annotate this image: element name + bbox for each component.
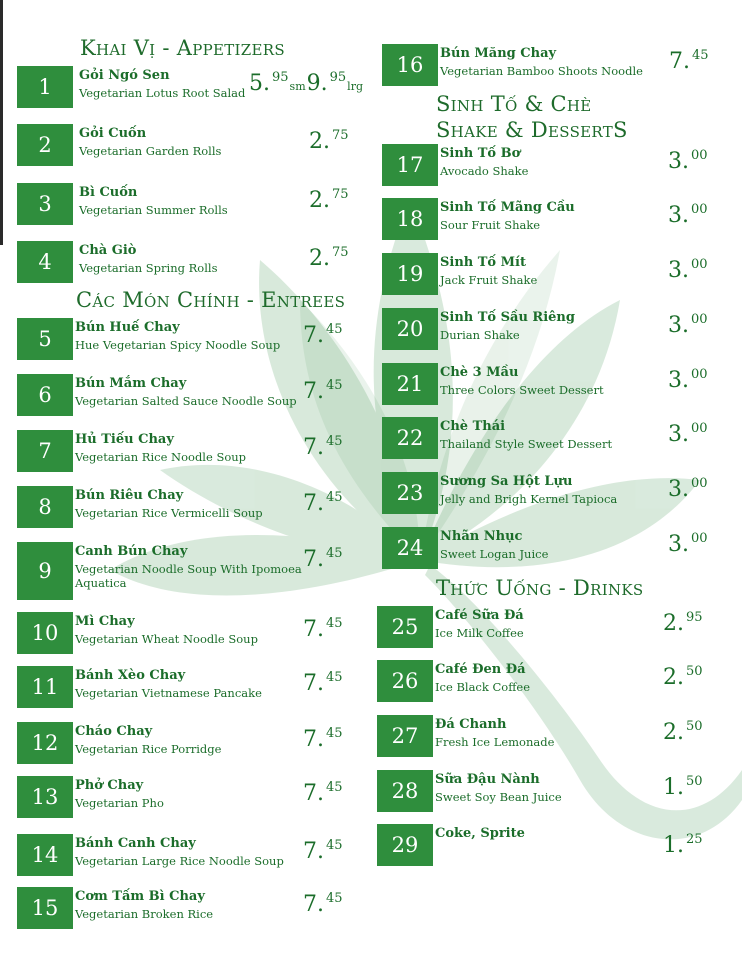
item-price xyxy=(309,187,349,213)
item-description: Vegetarian Salted Sauce Noodle Soup xyxy=(75,394,297,408)
item-number: 8 xyxy=(17,486,73,528)
price-lrg-cents: 95 xyxy=(329,70,347,85)
item-description: Vegetarian Lotus Root Salad xyxy=(79,86,246,100)
price-sm-main: 5. xyxy=(249,71,270,96)
price-main: 7. xyxy=(303,727,324,752)
price-main: 1. xyxy=(663,833,684,858)
menu-item xyxy=(17,887,372,929)
item-description: Jack Fruit Shake xyxy=(440,273,538,287)
price-cents: 00 xyxy=(691,476,708,491)
item-number: 19 xyxy=(382,253,438,295)
item-number: 5 xyxy=(17,318,73,360)
item-description: Ice Milk Coffee xyxy=(435,626,524,640)
price-cents: 45 xyxy=(326,780,343,795)
item-price xyxy=(663,774,703,800)
item-price xyxy=(303,780,343,806)
item-number: 21 xyxy=(382,363,438,405)
item-number: 4 xyxy=(17,241,73,283)
item-number: 14 xyxy=(17,834,73,876)
item-name: Nhãn Nhục xyxy=(440,529,523,544)
price-main: 2. xyxy=(309,246,330,271)
item-description: Vegetarian Wheat Noodle Soup xyxy=(75,632,258,646)
item-number: 28 xyxy=(377,770,433,812)
price-main: 3. xyxy=(668,203,689,228)
item-number: 16 xyxy=(382,44,438,86)
item-number: 11 xyxy=(17,666,73,708)
item-price xyxy=(663,610,703,636)
item-number: 29 xyxy=(377,824,433,866)
price-cents: 00 xyxy=(691,148,708,163)
shakes-heading-line2: Shake & DessertS xyxy=(436,118,628,142)
price-main: 2. xyxy=(309,188,330,213)
menu-item xyxy=(17,183,372,225)
item-name: Chè Thái xyxy=(440,419,506,434)
price-main: 7. xyxy=(303,781,324,806)
price-main: 7. xyxy=(303,671,324,696)
price-cents: 45 xyxy=(326,546,343,561)
price-cents: 00 xyxy=(691,312,708,327)
item-name: Café Đen Đá xyxy=(435,662,526,677)
item-price xyxy=(668,367,708,393)
item-number: 9 xyxy=(17,542,73,600)
entrees-heading: Các Món Chính - Entrees xyxy=(76,288,346,312)
price-cents: 50 xyxy=(686,664,703,679)
price-main: 7. xyxy=(303,547,324,572)
item-price xyxy=(303,891,343,917)
item-name: Sinh Tố Sầu Riêng xyxy=(440,310,575,325)
price-cents: 50 xyxy=(686,719,703,734)
menu-item xyxy=(382,144,722,186)
item-description: Avocado Shake xyxy=(440,164,529,178)
price-cents: 95 xyxy=(686,610,703,625)
item-number: 23 xyxy=(382,472,438,514)
price-lrg-label: lrg xyxy=(347,80,363,93)
price-sm-label: sm xyxy=(289,80,306,93)
menu-item xyxy=(382,44,722,86)
menu-item xyxy=(17,722,372,764)
item-description: Vegetarian Spring Rolls xyxy=(79,261,218,275)
menu-item xyxy=(17,66,372,108)
price-cents: 00 xyxy=(691,202,708,217)
item-description: Vegetarian Broken Rice xyxy=(75,907,214,921)
item-number: 17 xyxy=(382,144,438,186)
item-name: Sinh Tố Mít xyxy=(440,255,526,270)
item-number: 24 xyxy=(382,527,438,569)
price-main: 3. xyxy=(668,422,689,447)
item-description: Fresh Ice Lemonade xyxy=(435,735,555,749)
item-price xyxy=(303,490,343,516)
price-main: 7. xyxy=(303,892,324,917)
price-main: 3. xyxy=(668,532,689,557)
item-price xyxy=(663,832,703,858)
item-price xyxy=(309,128,349,154)
item-price xyxy=(668,148,708,174)
item-number: 13 xyxy=(17,776,73,818)
item-name: Bánh Canh Chay xyxy=(75,836,196,851)
price-cents: 00 xyxy=(691,257,708,272)
item-description: Hue Vegetarian Spicy Noodle Soup xyxy=(75,338,281,352)
item-number: 2 xyxy=(17,124,73,166)
item-name: Hủ Tiếu Chay xyxy=(75,432,174,447)
price-main: 2. xyxy=(663,611,684,636)
price-main: 2. xyxy=(309,129,330,154)
menu-item xyxy=(17,430,372,472)
menu-item xyxy=(17,834,372,876)
price-main: 7. xyxy=(303,323,324,348)
price-cents: 45 xyxy=(326,891,343,906)
item-name: Sương Sa Hột Lựu xyxy=(440,474,573,489)
item-description: Three Colors Sweet Dessert xyxy=(440,383,604,397)
item-price xyxy=(303,546,343,572)
price-cents: 25 xyxy=(686,832,703,847)
price-cents: 45 xyxy=(326,434,343,449)
price-cents: 75 xyxy=(332,128,349,143)
price-cents: 45 xyxy=(326,378,343,393)
item-name: Bì Cuốn xyxy=(79,185,138,200)
price-main: 3. xyxy=(668,258,689,283)
item-price xyxy=(309,245,349,271)
item-name: Bún Mắm Chay xyxy=(75,376,187,391)
price-cents: 45 xyxy=(692,48,709,63)
item-name: Canh Bún Chay xyxy=(75,544,188,559)
shakes-heading-line1: Sinh Tố & Chè xyxy=(436,92,592,116)
menu-item xyxy=(382,308,722,350)
item-number: 22 xyxy=(382,417,438,459)
item-price xyxy=(669,48,709,74)
item-name: Sinh Tố Bơ xyxy=(440,146,521,161)
menu-item xyxy=(17,612,372,654)
item-description: Vegetarian Rice Porridge xyxy=(75,742,222,756)
price-main: 3. xyxy=(668,149,689,174)
menu-item xyxy=(382,472,722,514)
price-cents: 45 xyxy=(326,670,343,685)
item-name: Sinh Tố Mãng Cầu xyxy=(440,200,575,215)
menu-item xyxy=(17,374,372,416)
item-description: Vegetarian Summer Rolls xyxy=(79,203,228,217)
menu-item xyxy=(17,486,372,528)
item-name: Bánh Xèo Chay xyxy=(75,668,186,683)
item-description: Thailand Style Sweet Dessert xyxy=(440,437,613,451)
item-name: Chà Giò xyxy=(79,243,137,258)
menu-item xyxy=(382,198,722,240)
item-description: Ice Black Coffee xyxy=(435,680,530,694)
item-price xyxy=(668,421,708,447)
price-main: 2. xyxy=(663,720,684,745)
item-number: 12 xyxy=(17,722,73,764)
item-number: 10 xyxy=(17,612,73,654)
price-cents: 45 xyxy=(326,838,343,853)
item-price xyxy=(668,531,708,557)
menu-item xyxy=(17,241,372,283)
item-description: Vegetarian Large Rice Noodle Soup xyxy=(75,854,284,868)
price-cents: 50 xyxy=(686,774,703,789)
item-description: Durian Shake xyxy=(440,328,520,342)
menu-item xyxy=(382,527,722,569)
price-cents: 00 xyxy=(691,421,708,436)
item-name: Phở Chay xyxy=(75,778,144,793)
item-price xyxy=(303,322,343,348)
price-main: 7. xyxy=(669,49,690,74)
item-name: Đá Chanh xyxy=(435,717,507,732)
item-price xyxy=(668,312,708,338)
price-main: 2. xyxy=(663,665,684,690)
item-number: 7 xyxy=(17,430,73,472)
item-name: Cháo Chay xyxy=(75,724,153,739)
item-price xyxy=(249,70,364,96)
menu-item xyxy=(382,253,722,295)
item-description: Vegetarian Pho xyxy=(75,796,164,810)
item-name: Bún Riêu Chay xyxy=(75,488,184,503)
item-price xyxy=(303,726,343,752)
item-name: Gỏi Cuốn xyxy=(79,126,147,141)
price-cents: 45 xyxy=(326,322,343,337)
item-price xyxy=(668,202,708,228)
menu-item xyxy=(377,715,722,757)
price-cents: 75 xyxy=(332,245,349,260)
price-sm-cents: 95 xyxy=(272,70,289,85)
price-cents: 00 xyxy=(691,531,708,546)
item-number: 26 xyxy=(377,660,433,702)
price-cents: 45 xyxy=(326,726,343,741)
item-price xyxy=(303,670,343,696)
item-price xyxy=(303,616,343,642)
menu-item xyxy=(17,318,372,360)
price-main: 7. xyxy=(303,435,324,460)
item-price xyxy=(303,378,343,404)
menu-item xyxy=(17,666,372,708)
item-name: Bún Măng Chay xyxy=(440,46,557,61)
item-name: Coke, Sprite xyxy=(435,826,525,841)
price-cents: 00 xyxy=(691,367,708,382)
item-number: 18 xyxy=(382,198,438,240)
item-number: 15 xyxy=(17,887,73,929)
item-number: 25 xyxy=(377,606,433,648)
price-main: 3. xyxy=(668,368,689,393)
price-main: 7. xyxy=(303,491,324,516)
price-main: 7. xyxy=(303,839,324,864)
price-main: 3. xyxy=(668,313,689,338)
menu-item xyxy=(377,770,722,812)
item-description: Vegetarian Vietnamese Pancake xyxy=(75,686,262,700)
item-name: Café Sữa Đá xyxy=(435,608,524,623)
item-description: Jelly and Brigh Kernel Tapioca xyxy=(440,492,618,506)
price-main: 3. xyxy=(668,477,689,502)
item-description: Vegetarian Noodle Soup With Ipomoea Aquatica xyxy=(75,562,302,590)
price-main: 7. xyxy=(303,617,324,642)
price-main: 7. xyxy=(303,379,324,404)
price-main: 1. xyxy=(663,775,684,800)
menu-item xyxy=(377,660,722,702)
item-name: Sữa Đậu Nành xyxy=(435,772,540,787)
price-lrg-main: 9. xyxy=(306,71,328,96)
price-cents: 45 xyxy=(326,616,343,631)
item-description: Vegetarian Bamboo Shoots Noodle xyxy=(440,64,643,78)
item-description: Sweet Soy Bean Juice xyxy=(435,790,562,804)
item-number: 6 xyxy=(17,374,73,416)
menu-item xyxy=(17,542,372,600)
item-name: Gỏi Ngó Sen xyxy=(79,68,170,83)
item-description: Vegetarian Garden Rolls xyxy=(79,144,222,158)
appetizers-heading: Khai Vị - Appetizers xyxy=(80,36,285,60)
menu-item xyxy=(382,363,722,405)
item-name: Chè 3 Mầu xyxy=(440,365,519,380)
item-description: Vegetarian Rice Noodle Soup xyxy=(75,450,247,464)
menu-item xyxy=(382,417,722,459)
left-edge-line xyxy=(0,0,3,245)
item-price xyxy=(668,257,708,283)
item-number: 27 xyxy=(377,715,433,757)
menu-item xyxy=(17,124,372,166)
menu-item xyxy=(377,824,722,866)
menu-item xyxy=(17,776,372,818)
item-name: Bún Huế Chay xyxy=(75,320,180,335)
item-price xyxy=(303,434,343,460)
item-price xyxy=(663,664,703,690)
price-cents: 45 xyxy=(326,490,343,505)
drinks-heading: Thức Uống - Drinks xyxy=(436,576,644,600)
item-price xyxy=(668,476,708,502)
item-number: 3 xyxy=(17,183,73,225)
price-cents: 75 xyxy=(332,187,349,202)
item-description: Sweet Logan Juice xyxy=(440,547,549,561)
item-price xyxy=(303,838,343,864)
menu-item xyxy=(377,606,722,648)
item-number: 1 xyxy=(17,66,73,108)
item-name: Mì Chay xyxy=(75,614,135,629)
item-description: Sour Fruit Shake xyxy=(440,218,541,232)
item-description: Vegetarian Rice Vermicelli Soup xyxy=(75,506,263,520)
item-name: Cơm Tấm Bì Chay xyxy=(75,889,205,904)
item-number: 20 xyxy=(382,308,438,350)
item-price xyxy=(663,719,703,745)
